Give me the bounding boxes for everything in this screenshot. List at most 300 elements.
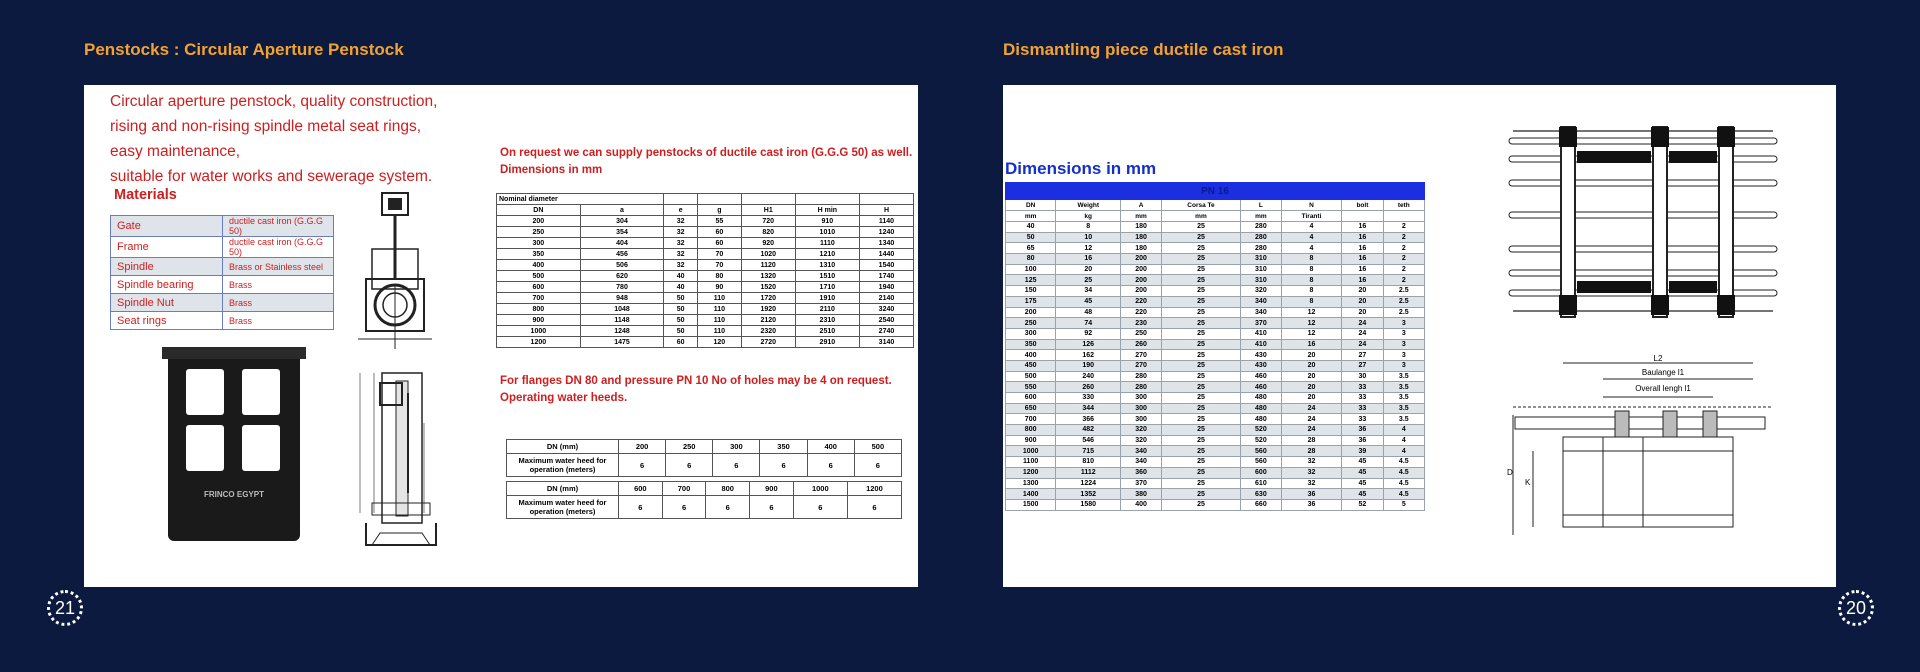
table-cell: 16 (1342, 275, 1383, 286)
table-cell: 1910 (795, 293, 859, 304)
table-cell: 4.5 (1383, 478, 1424, 489)
table-cell: 1120 (741, 260, 795, 271)
table-cell: 25 (1161, 360, 1240, 371)
table-cell: 1520 (741, 282, 795, 293)
table-cell: 300 (497, 238, 581, 249)
table-row (497, 249, 914, 260)
table-header-row (1006, 200, 1425, 211)
table-unit-row (1006, 211, 1425, 222)
table-cell: 6 (619, 454, 666, 477)
table-cell: 20 (1056, 264, 1121, 275)
table-cell: 1000 (497, 326, 581, 337)
column-header: A (1121, 200, 1162, 211)
table-row (1006, 371, 1425, 382)
table-row (497, 337, 914, 348)
table-cell: 3.5 (1383, 414, 1424, 425)
row-label: DN (mm) (507, 482, 619, 496)
table-cell: 630 (1240, 489, 1281, 500)
table-row (1006, 254, 1425, 265)
table-row (1006, 489, 1425, 500)
table-cell: 90 (697, 282, 741, 293)
pn-label: PN 16 (1006, 183, 1425, 200)
table-cell: 350 (1006, 339, 1056, 350)
material-value: ductile cast iron (G.G.G 50) (223, 237, 334, 258)
note-line: On request we can supply penstocks of ductile cast iron (G.G.G 50) as well. (500, 147, 913, 159)
column-header: L (1240, 200, 1281, 211)
table-cell: 700 (497, 293, 581, 304)
table-cell: 50 (1006, 232, 1056, 243)
table-cell: 80 (1006, 254, 1056, 265)
table-row (1006, 435, 1425, 446)
table-cell: 25 (1161, 254, 1240, 265)
table-cell: 910 (795, 216, 859, 227)
table-cell: 10 (1056, 232, 1121, 243)
table-cell: 60 (664, 337, 698, 348)
label-l2: L2 (1653, 355, 1663, 363)
table-cell: 70 (697, 249, 741, 260)
tie-rod (1509, 270, 1777, 276)
table-cell: 20 (1281, 360, 1341, 371)
table-cell: 25 (1161, 489, 1240, 500)
table-row (1006, 478, 1425, 489)
table-cell: 260 (1121, 339, 1162, 350)
table-cell: 33 (1342, 393, 1383, 404)
table-cell: 4 (1281, 232, 1341, 243)
table-cell: 900 (750, 482, 794, 496)
table-cell: 200 (1121, 264, 1162, 275)
table-row (497, 304, 914, 315)
table-cell: 310 (1240, 254, 1281, 265)
table-cell: 320 (1121, 435, 1162, 446)
page-title-left: Penstocks : Circular Aperture Penstock (84, 40, 404, 59)
table-cell: 366 (1056, 414, 1121, 425)
table-cell: 2140 (859, 293, 913, 304)
table-cell: 280 (1240, 232, 1281, 243)
column-unit: mm (1121, 211, 1162, 222)
table-cell: 450 (1006, 360, 1056, 371)
table-cell: 4.5 (1383, 467, 1424, 478)
water-heed-table-1 (506, 439, 902, 477)
table-cell: 45 (1342, 478, 1383, 489)
materials-row (111, 294, 334, 312)
table-cell: 344 (1056, 403, 1121, 414)
table-cell: 780 (580, 282, 664, 293)
table-cell: 92 (1056, 328, 1121, 339)
table-cell: 480 (1240, 414, 1281, 425)
table-cell: 36 (1342, 435, 1383, 446)
table-cell: 110 (697, 304, 741, 315)
table-row (1006, 414, 1425, 425)
table-cell: 310 (1240, 264, 1281, 275)
table-cell: 280 (1240, 243, 1281, 254)
table-cell: 250 (497, 227, 581, 238)
column-header: a (580, 205, 664, 216)
table-cell: 6 (854, 454, 901, 477)
table-cell: 12 (1281, 318, 1341, 329)
label-d: D (1507, 468, 1513, 477)
table-cell: 25 (1161, 425, 1240, 436)
table-cell: 25 (1161, 435, 1240, 446)
label-k: K (1525, 478, 1531, 487)
table-cell: 354 (580, 227, 664, 238)
table-cell: 270 (1121, 360, 1162, 371)
dismantling-section-drawing (1503, 355, 1783, 545)
table-cell: 240 (1056, 371, 1121, 382)
table-cell: 200 (1121, 286, 1162, 297)
table-cell: 32 (664, 216, 698, 227)
row-label: Maximum water heed for operation (meters) (507, 454, 619, 477)
table-cell: 1240 (859, 227, 913, 238)
table-cell: 25 (1161, 339, 1240, 350)
table-row (1006, 232, 1425, 243)
table-cell: 2540 (859, 315, 913, 326)
table-row (1006, 318, 1425, 329)
penstock-dimensions-table (496, 193, 914, 348)
note-line: Dimensions in mm (500, 164, 603, 176)
water-heed-table-2 (506, 481, 902, 519)
table-cell: 33 (1342, 382, 1383, 393)
table-cell: 1920 (741, 304, 795, 315)
table-cell: 8 (1281, 275, 1341, 286)
column-unit (1342, 211, 1383, 222)
table-cell: 32 (664, 238, 698, 249)
table-cell: 1510 (795, 271, 859, 282)
table-cell: 8 (1281, 254, 1341, 265)
row-label: DN (mm) (507, 440, 619, 454)
table-cell: 1200 (847, 482, 901, 496)
table-cell: 400 (1121, 499, 1162, 510)
table-cell: 25 (1161, 350, 1240, 361)
table-row (1006, 222, 1425, 233)
table-cell: 1000 (1006, 446, 1056, 457)
table-cell: 260 (1056, 382, 1121, 393)
page-number-left: 21 (47, 590, 83, 626)
table-row (1006, 393, 1425, 404)
table-cell: 24 (1281, 414, 1341, 425)
table-cell: 1710 (795, 282, 859, 293)
table-cell: 180 (1121, 243, 1162, 254)
table-cell: 50 (664, 315, 698, 326)
table-cell: 2 (1383, 243, 1424, 254)
tie-rod (1509, 246, 1777, 252)
table-cell: 1300 (1006, 478, 1056, 489)
table-cell: 300 (713, 440, 760, 454)
table-cell: 900 (1006, 435, 1056, 446)
note-line: For flanges DN 80 and pressure PN 10 No of holes may be 4 on request. (500, 375, 892, 387)
table-row (1006, 275, 1425, 286)
table-cell: 600 (1006, 393, 1056, 404)
table-cell: 3 (1383, 318, 1424, 329)
table-cell: 2320 (741, 326, 795, 337)
table-row (497, 293, 914, 304)
table-cell: 25 (1161, 286, 1240, 297)
material-part: Frame (111, 237, 223, 258)
column-unit: Tiranti (1281, 211, 1341, 222)
table-cell: 320 (1240, 286, 1281, 297)
materials-row (111, 312, 334, 330)
table-cell: 162 (1056, 350, 1121, 361)
material-part: Gate (111, 216, 223, 237)
table-row (497, 282, 914, 293)
table-cell: 280 (1240, 222, 1281, 233)
table-cell: 24 (1342, 339, 1383, 350)
table-cell: 500 (854, 440, 901, 454)
table-cell: 520 (1240, 435, 1281, 446)
table-cell: 300 (1121, 393, 1162, 404)
table-cell: 200 (1006, 307, 1056, 318)
materials-row (111, 216, 334, 237)
table-cell: 25 (1161, 307, 1240, 318)
column-header: Corsa Te (1161, 200, 1240, 211)
table-cell: 6 (706, 496, 750, 519)
column-unit: kg (1056, 211, 1121, 222)
table-cell: 220 (1121, 296, 1162, 307)
table-cell: 300 (1121, 414, 1162, 425)
table-cell: 1000 (793, 482, 847, 496)
table-cell: 25 (1161, 467, 1240, 478)
right-content-panel (1003, 85, 1836, 587)
table-cell: 60 (697, 227, 741, 238)
table-cell: 25 (1161, 446, 1240, 457)
column-unit: mm (1006, 211, 1056, 222)
table-cell: 25 (1161, 275, 1240, 286)
tie-rod (1509, 138, 1777, 144)
table-cell: 25 (1161, 243, 1240, 254)
table-cell: 500 (497, 271, 581, 282)
table-cell: 34 (1056, 286, 1121, 297)
table-cell: 25 (1161, 371, 1240, 382)
column-header: H1 (741, 205, 795, 216)
intro-line: rising and non-rising spindle metal seat rings, (110, 118, 422, 135)
table-cell: 1010 (795, 227, 859, 238)
table-row (1006, 499, 1425, 510)
table-cell: 4.5 (1383, 489, 1424, 500)
materials-row (111, 276, 334, 294)
table-row (1006, 382, 1425, 393)
table-cell: 3 (1383, 328, 1424, 339)
table-cell: 200 (619, 440, 666, 454)
table-cell: 3.5 (1383, 371, 1424, 382)
table-cell: 3240 (859, 304, 913, 315)
table-cell: 32 (1281, 457, 1341, 468)
table-cell: 8 (1281, 296, 1341, 307)
table-cell: 2.5 (1383, 296, 1424, 307)
table-cell: 25 (1161, 403, 1240, 414)
table-cell: 660 (1240, 499, 1281, 510)
table-cell: 1540 (859, 260, 913, 271)
table-cell: 1140 (859, 216, 913, 227)
table-cell: 550 (1006, 382, 1056, 393)
table-cell: 28 (1281, 435, 1341, 446)
table-cell: 3140 (859, 337, 913, 348)
penstock-photo (162, 347, 306, 543)
table-cell: 310 (1240, 275, 1281, 286)
page-number-right: 20 (1838, 590, 1874, 626)
table-cell: 4 (1281, 222, 1341, 233)
table-cell: 1580 (1056, 499, 1121, 510)
table-cell: 180 (1121, 232, 1162, 243)
table-cell: 24 (1281, 425, 1341, 436)
table-cell: 1940 (859, 282, 913, 293)
table-cell: 480 (1240, 403, 1281, 414)
table-cell: 800 (1006, 425, 1056, 436)
table-cell: 1048 (580, 304, 664, 315)
table-cell: 720 (741, 216, 795, 227)
table-cell: 506 (580, 260, 664, 271)
table-cell: 25 (1161, 457, 1240, 468)
table-cell: 50 (664, 293, 698, 304)
table-cell: 125 (1006, 275, 1056, 286)
materials-row (111, 237, 334, 258)
table-cell: 280 (1121, 382, 1162, 393)
table-cell: 404 (580, 238, 664, 249)
table-cell: 3.5 (1383, 393, 1424, 404)
table-cell: 200 (497, 216, 581, 227)
table-row (1006, 350, 1425, 361)
table-cell: 410 (1240, 328, 1281, 339)
table-cell: 800 (497, 304, 581, 315)
table-cell: 175 (1006, 296, 1056, 307)
table-cell: 25 (1161, 296, 1240, 307)
table-cell: 24 (1281, 403, 1341, 414)
table-cell: 6 (666, 454, 713, 477)
table-cell: 400 (807, 440, 854, 454)
table-cell: 270 (1121, 350, 1162, 361)
column-header: g (697, 205, 741, 216)
table-row (1006, 296, 1425, 307)
dismantling-dimensions-table (1005, 182, 1425, 511)
table-cell: 2.5 (1383, 286, 1424, 297)
table-cell: 300 (1121, 403, 1162, 414)
table-cell: 32 (1281, 478, 1341, 489)
table-row (1006, 339, 1425, 350)
table-cell: 560 (1240, 446, 1281, 457)
material-part: Spindle (111, 258, 223, 276)
table-cell: 480 (1240, 393, 1281, 404)
table-cell: 1148 (580, 315, 664, 326)
table-cell: 52 (1342, 499, 1383, 510)
column-header: H (859, 205, 913, 216)
table-cell: 340 (1240, 296, 1281, 307)
table-cell: 1740 (859, 271, 913, 282)
table-cell: 482 (1056, 425, 1121, 436)
table-cell: 48 (1056, 307, 1121, 318)
table-cell: 1320 (741, 271, 795, 282)
material-part: Spindle Nut (111, 294, 223, 312)
table-row (1006, 243, 1425, 254)
table-row (497, 315, 914, 326)
table-cell: 4 (1281, 243, 1341, 254)
table-cell: 6 (793, 496, 847, 519)
table-cell: 1475 (580, 337, 664, 348)
table-cell: 120 (697, 337, 741, 348)
tie-rod (1509, 212, 1777, 218)
table-cell: 6 (847, 496, 901, 519)
table-cell: 1100 (1006, 457, 1056, 468)
column-header: N (1281, 200, 1341, 211)
table-cell: 1110 (795, 238, 859, 249)
table-cell: 3.5 (1383, 403, 1424, 414)
table-cell: 25 (1161, 499, 1240, 510)
table-row (497, 216, 914, 227)
material-value: Brass or Stainless steel (223, 258, 334, 276)
table-row (497, 271, 914, 282)
table-cell: 25 (1161, 232, 1240, 243)
table-cell: 126 (1056, 339, 1121, 350)
table-cell: 3.5 (1383, 382, 1424, 393)
table-cell: 280 (1121, 371, 1162, 382)
table-cell: 24 (1342, 318, 1383, 329)
table-cell: 1500 (1006, 499, 1056, 510)
table-cell: 60 (697, 238, 741, 249)
materials-row (111, 258, 334, 276)
table-row (497, 238, 914, 249)
table-row (497, 260, 914, 271)
table-cell: 36 (1281, 489, 1341, 500)
table-cell: 380 (1121, 489, 1162, 500)
table-cell: 40 (664, 271, 698, 282)
table-row (1006, 264, 1425, 275)
table-cell: 12 (1281, 307, 1341, 318)
table-cell: 330 (1056, 393, 1121, 404)
table-cell: 4 (1383, 425, 1424, 436)
page-title-right: Dismantling piece ductile cast iron (1003, 40, 1284, 59)
table-cell: 500 (1006, 371, 1056, 382)
table-cell: 360 (1121, 467, 1162, 478)
table-cell: 6 (807, 454, 854, 477)
column-unit (1383, 211, 1424, 222)
table-cell: 700 (1006, 414, 1056, 425)
table-cell: 190 (1056, 360, 1121, 371)
table-cell: 560 (1240, 457, 1281, 468)
table-cell: 600 (497, 282, 581, 293)
table-cell: 1020 (741, 249, 795, 260)
table-cell: 16 (1342, 222, 1383, 233)
table-cell: 340 (1240, 307, 1281, 318)
penstock-section-drawing (352, 363, 450, 553)
table-cell: 16 (1056, 254, 1121, 265)
intro-line: suitable for water works and sewerage system. (110, 168, 433, 185)
table-cell: 33 (1342, 403, 1383, 414)
table-row (1006, 457, 1425, 468)
table-cell: 110 (697, 326, 741, 337)
dismantling-top-drawing (1503, 123, 1783, 319)
table-cell: 32 (1281, 467, 1341, 478)
table-cell: 16 (1342, 243, 1383, 254)
label-baulange: Baulange l1 (1641, 368, 1685, 377)
table-cell: 45 (1056, 296, 1121, 307)
table-cell: 25 (1161, 328, 1240, 339)
table-row (1006, 307, 1425, 318)
table-cell: 430 (1240, 360, 1281, 371)
column-header: bolt (1342, 200, 1383, 211)
table-row (1006, 467, 1425, 478)
tie-rod (1509, 180, 1777, 186)
table-cell: 2510 (795, 326, 859, 337)
photo-brand-label: FRINCO EGYPT (203, 490, 265, 499)
table-cell: 50 (664, 326, 698, 337)
table-cell: 410 (1240, 339, 1281, 350)
table-cell: 70 (697, 260, 741, 271)
table-cell: 2 (1383, 264, 1424, 275)
table-cell: 45 (1342, 489, 1383, 500)
table-cell: 700 (662, 482, 706, 496)
material-value: ductile cast iron (G.G.G 50) (223, 216, 334, 237)
material-value: Brass (223, 276, 334, 294)
table-cell: 32 (664, 260, 698, 271)
table-cell: 400 (1006, 350, 1056, 361)
table-cell: 24 (1342, 328, 1383, 339)
